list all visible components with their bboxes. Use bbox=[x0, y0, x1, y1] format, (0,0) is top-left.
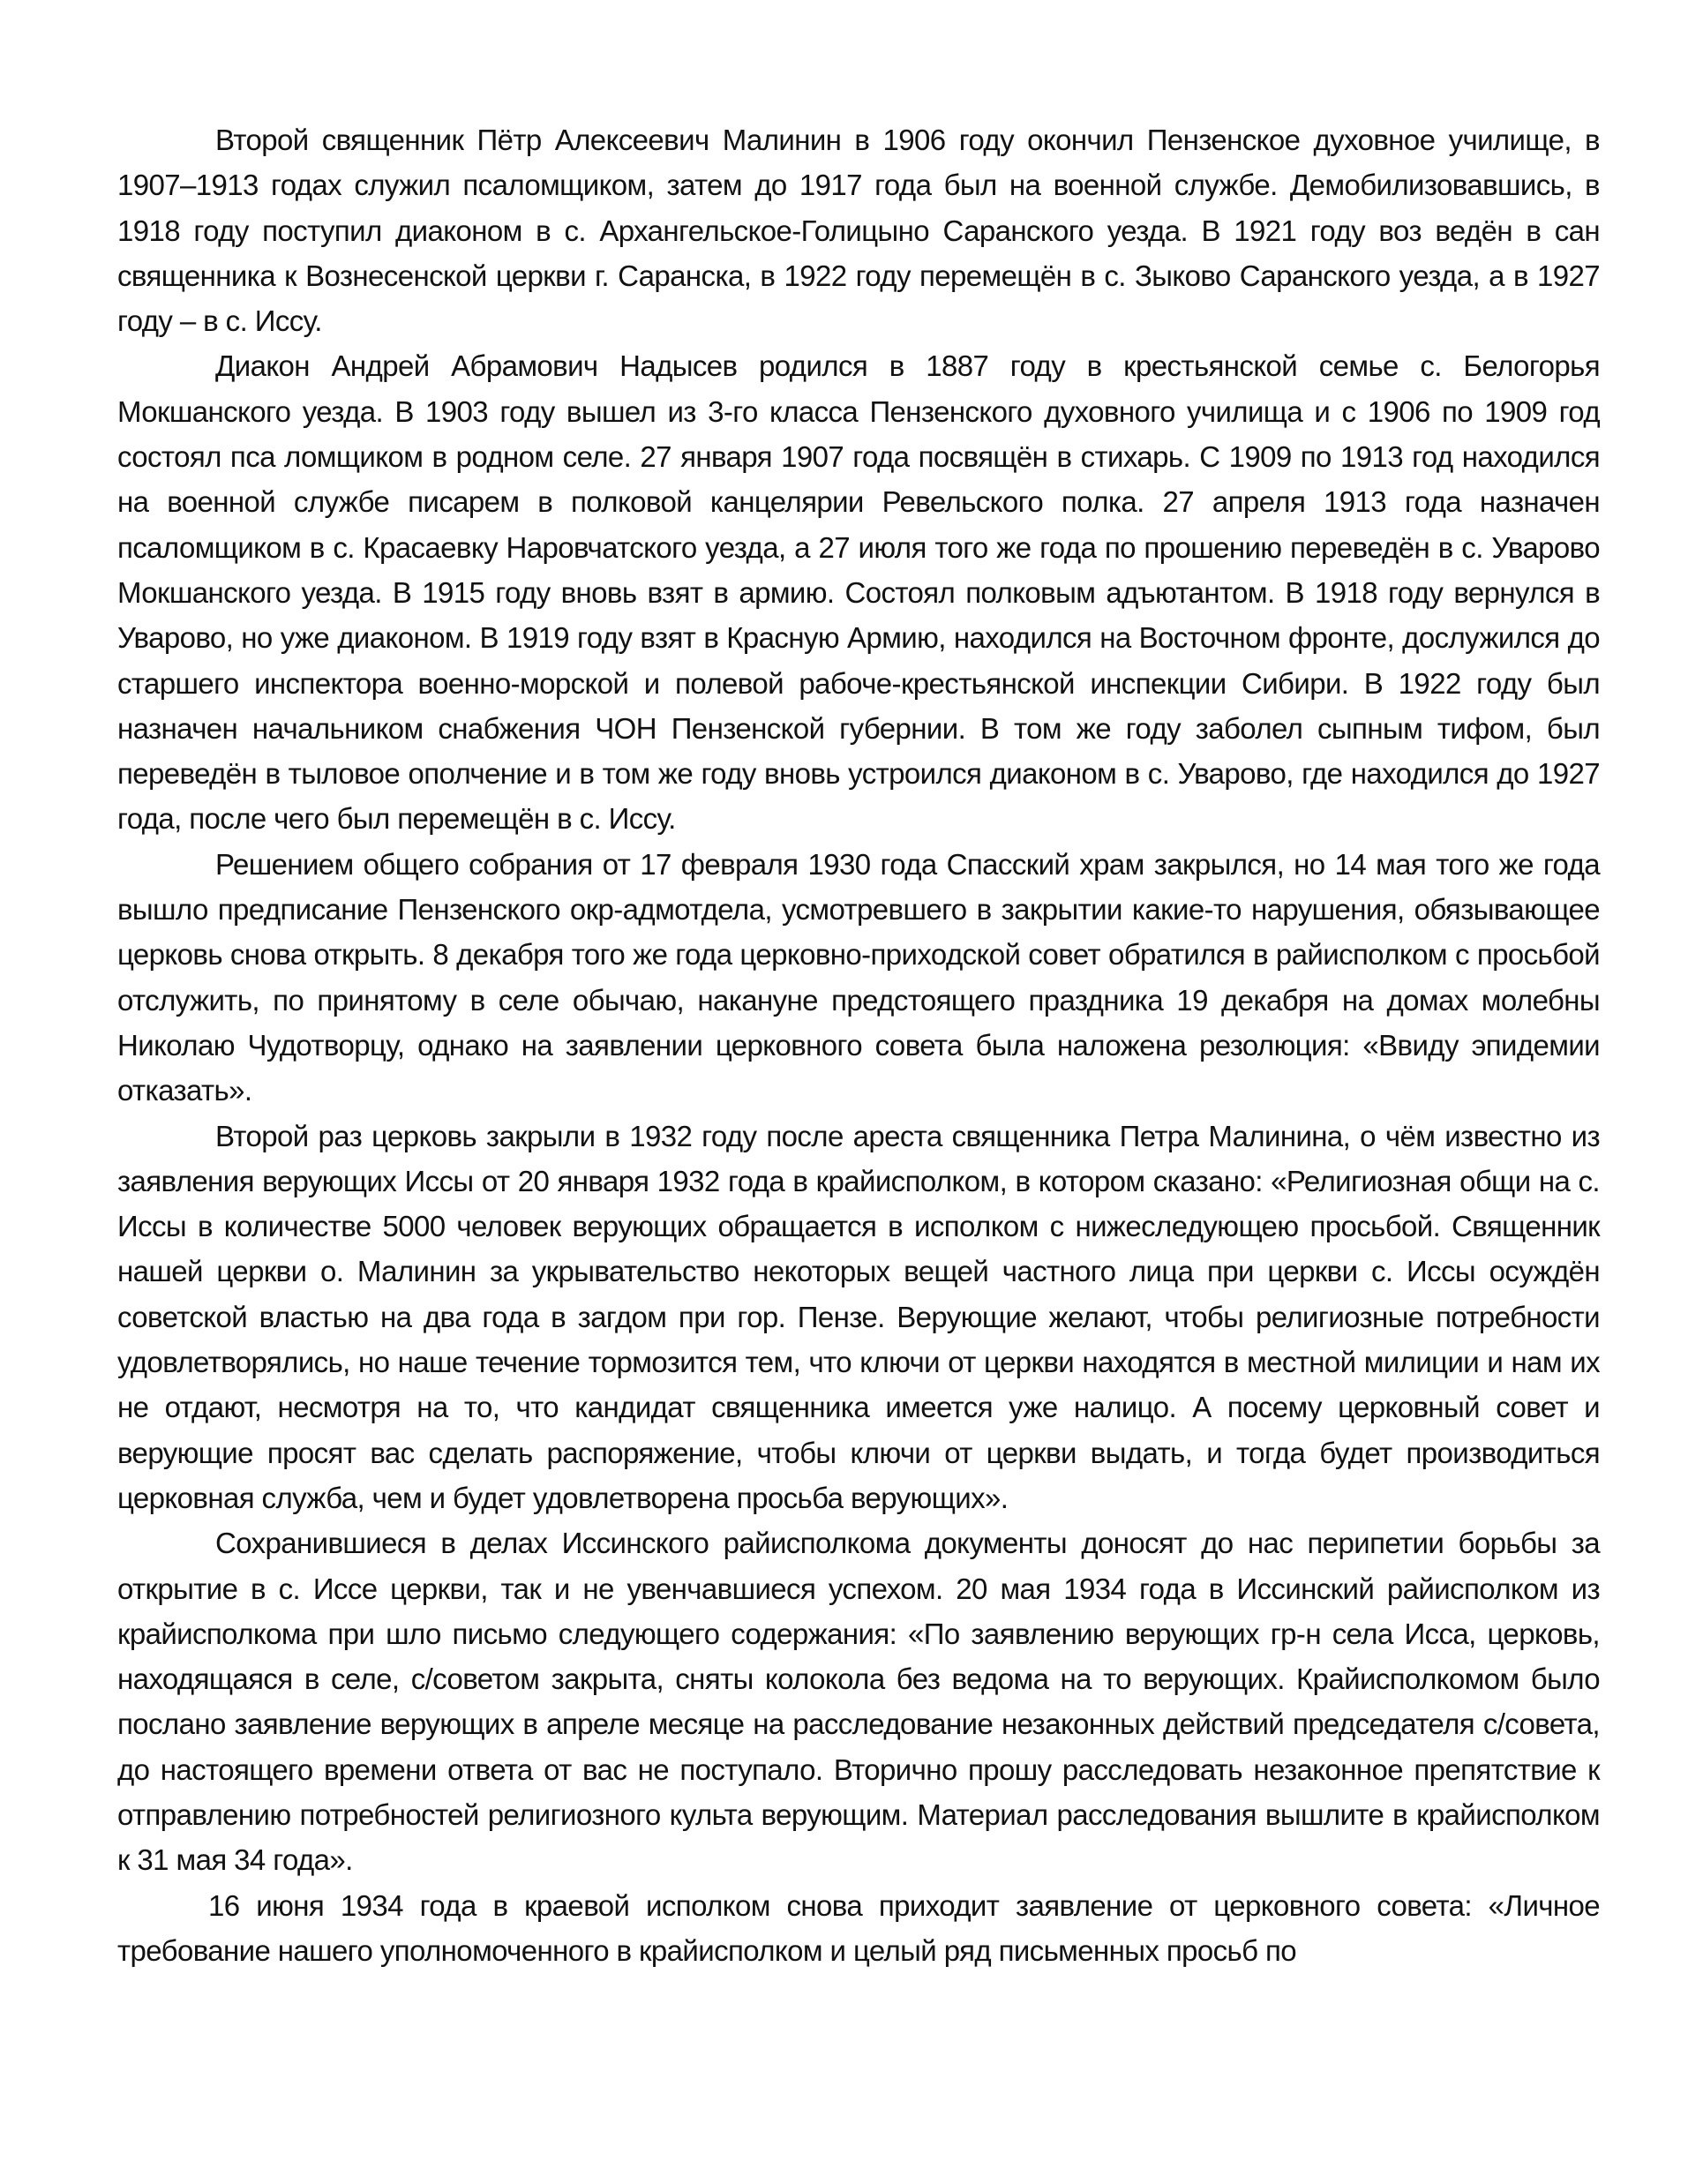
paragraph-malinin-biography: Второй священник Пётр Алексеевич Малинин в 1906 году окончил Пензенское духовное училище, в 1907–1913 годах служил псаломщиком, затем до 1917 года был на военной службе. Демобилизовавшись, в 1918 году поступил диаконом в с. Архангельское-Голицыно Саранского уезда. В 1921 году воз ведён в сан священника к Вознесенской церкви г. Саранска, в 1922 году перемещён в с. Зыково Саранского уезда, а в 1927 году – в с. Иссу. bbox=[117, 124, 1600, 338]
paragraph-church-closure-1932: Второй раз церковь закрыли в 1932 году после ареста священника Петра Малинина, о чём известно из заявления верующих Иссы от 20 января 1932 года в крайисполком, в котором сказано: «Религиозная общи на с. Иссы в количестве 5000 человек верующих обращается в исполком с нижеследующею просьбой. Священник нашей церкви о. Малинин за укрывательство некоторых вещей частного лица при церкви с. Иссы осуждён советской властью на два года в загдом при гор. Пензе. Верующие желают, чтобы религиозные потребности удовлетворялись, но наше течение тормозится тем, что ключи от церкви находятся в местной милиции и нам их не отдают, несмотря на то, что кандидат священника имеется уже налицо. А посему церковный совет и верующие просят вас сделать распоряжение, чтобы ключи от церкви выдать, и тогда будет производиться церковная служба, чем и будет удовлетворена просьба верующих». bbox=[117, 1119, 1600, 1514]
paragraph-church-closure-1930: Решением общего собрания от 17 февраля 1930 года Спасский храм закрылся, но 14 мая того же года вышло предписание Пензенского окр-адмотдела, усмотревшего в закрытии какие-то нарушения, обязывающее церковь снова открыть. 8 декабря того же года церковно-приходской совет обратился в райисполком с просьбой отслужить, по принятому в селе обычаю, накануне предстоящего праздника 19 декабря на домах молебны Николаю Чудотворцу, однако на заявлении церковного совета была наложена резолюция: «Ввиду эпидемии отказать». bbox=[117, 847, 1600, 1107]
paragraph-raiispolkom-documents: Сохранившиеся в делах Иссинского райисполкома документы доносят до нас перипетии борьбы за открытие в с. Иссе церкви, так и не увенчавшиеся успехом. 20 мая 1934 года в Иссинский райисполком из крайисполкома при шло письмо следующего содержания: «По заявлению верующих гр-н села Исса, церковь, находящаяся в селе, с/советом закрыта, сняты колокола без ведома на то верующих. Крайисполкомом было послано заявление верующих в апреле месяце на расследование незаконных действий председателя с/совета, до настоящего времени ответа от вас не поступало. Вторично прошу расследовать незаконное препятствие к отправлению потребностей религиозного культа верующим. Материал расследования вышлите в крайисполком к 31 мая 34 года». bbox=[117, 1527, 1600, 1877]
document-page bbox=[117, 117, 1600, 1973]
paragraph-nadysev-biography: Диакон Андрей Абрамович Надысев родился в 1887 году в крестьянской семье с. Белогорья Мокшанского уезда. В 1903 году вышел из 3-го класса Пензенского духовного училища и с 1906 по 1909 год состоял пса ломщиком в родном селе. 27 января 1907 года посвящён в стихарь. С 1909 по 1913 год находился на военной службе писарем в полковой канцелярии Ревельского полка. 27 апреля 1913 года назначен псаломщиком в с. Красаевку Наровчатского уезда, а 27 июля того же года по прошению переведён в с. Уварово Мокшанского уезда. В 1915 году вновь взят в армию. Состоял полковым адъютантом. В 1918 году вернулся в Уварово, но уже диаконом. В 1919 году взят в Красную Армию, находился на Восточном фронте, дослужился до старшего инспектора военно-морской и полевой рабоче-крестьянской инспекции Сибири. В 1922 году был назначен начальником снабжения ЧОН Пензенской губернии. В том же году заболел сыпным тифом, был переведён в тыловое ополчение и в том же году вновь устроился диаконом в с. Уварово, где находился до 1927 года, после чего был перемещён в с. Иссу. bbox=[117, 349, 1600, 836]
paragraph-june-1934-petition: 16 июня 1934 года в краевой исполком снова приходит заявление от церковного совета: «Личное требование нашего уполномоченного в крайисполком и целый ряд письменных просьб по bbox=[117, 1888, 1600, 1967]
